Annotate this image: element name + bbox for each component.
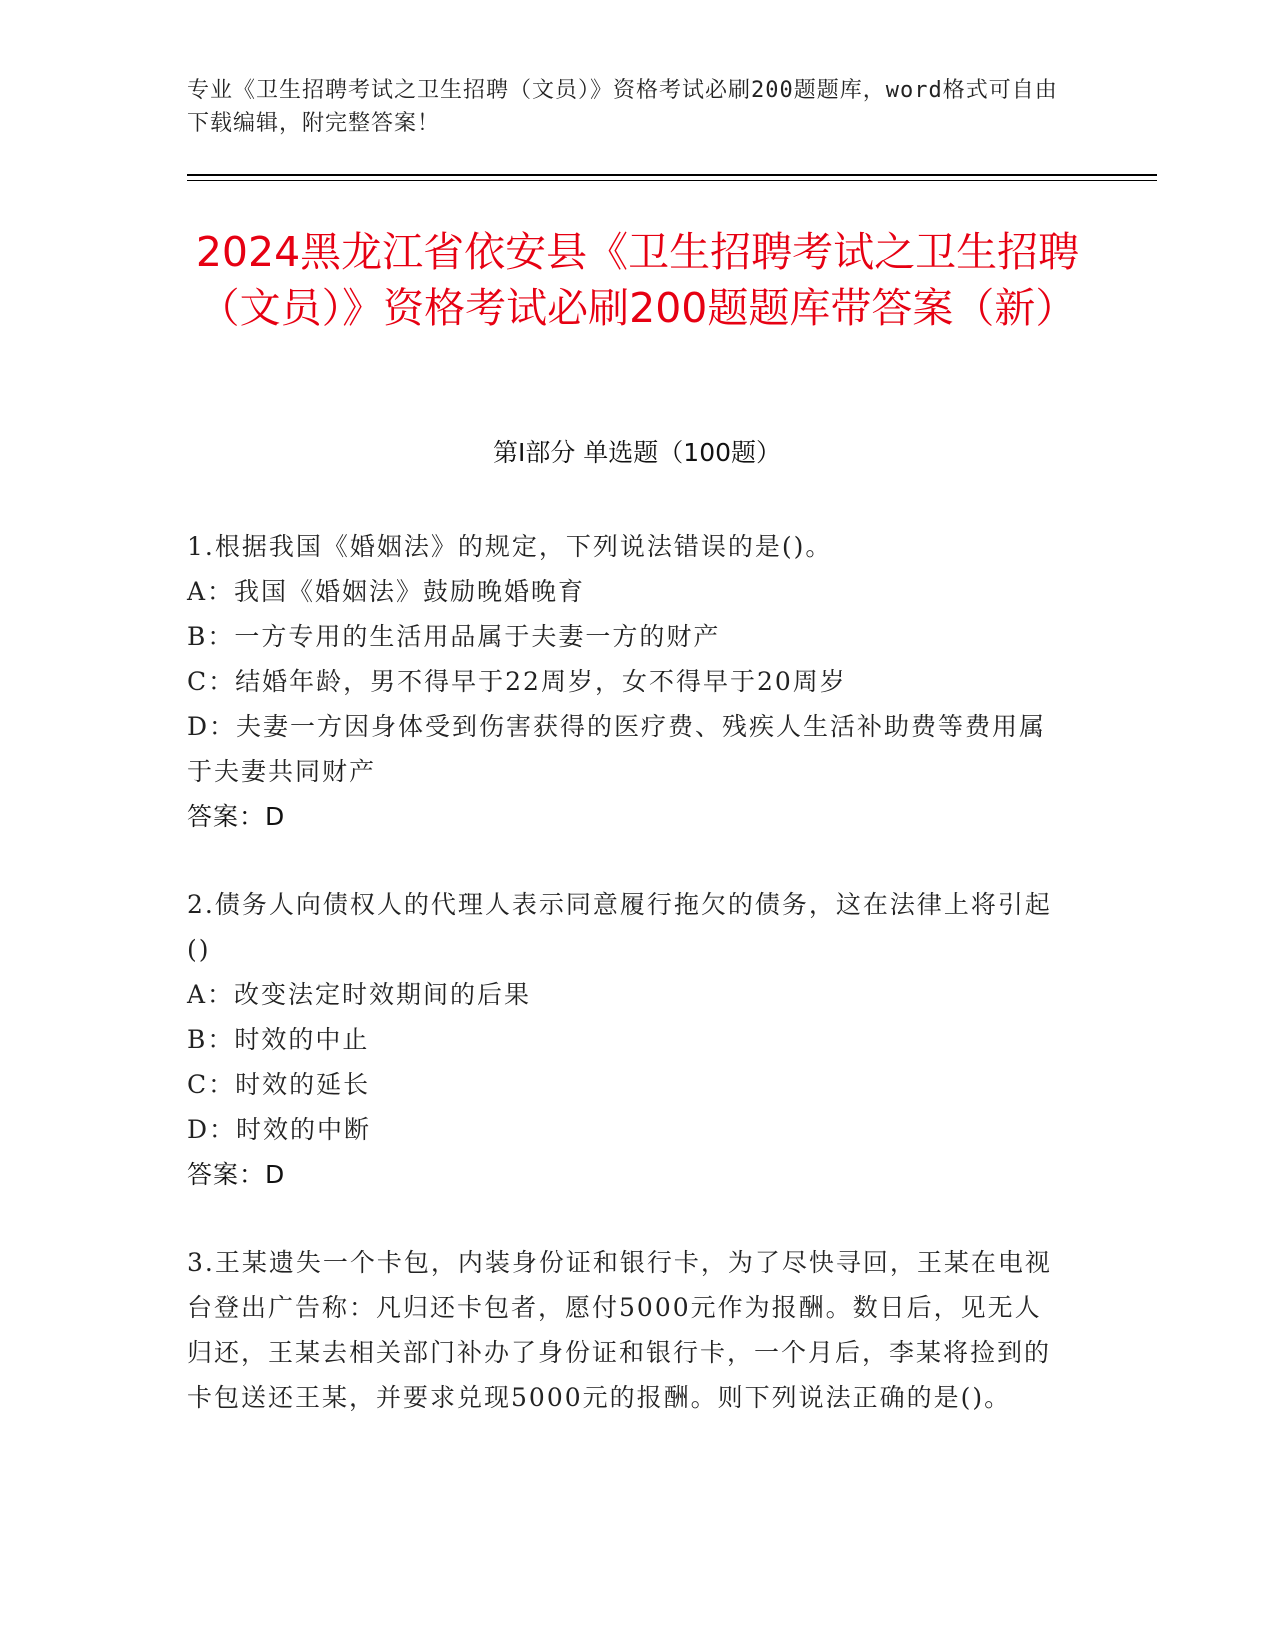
option-c: C：时效的延长 [187, 1070, 371, 1099]
section-title: 第I部分 单选题（100题） [492, 438, 782, 467]
option-d: D：时效的中断 [187, 1115, 372, 1144]
question-3 [187, 1240, 1067, 1420]
question-2 [187, 882, 1067, 1197]
option-a: A：改变法定时效期间的后果 [187, 980, 532, 1009]
question-stem: 2.债务人向债权人的代理人表示同意履行拖欠的债务，这在法律上将引起() [187, 890, 1052, 964]
question-1 [187, 524, 1067, 839]
option-d: D：夫妻一方因身体受到伤害获得的医疗费、残疾人生活补助费等费用属于夫妻共同财产 [187, 712, 1047, 786]
option-c: C：结婚年龄，男不得早于22周岁，女不得早于20周岁 [187, 667, 847, 696]
header-note: 专业《卫生招聘考试之卫生招聘（文员）》资格考试必刷200题题库，word格式可自由下载编辑，附完整答案！ [187, 78, 1058, 136]
question-stem: 1.根据我国《婚姻法》的规定，下列说法错误的是()。 [187, 532, 833, 561]
option-a: A：我国《婚姻法》鼓励晚婚晚育 [187, 577, 586, 606]
header-divider-thin [187, 180, 1157, 181]
answer: 答案：D [187, 1160, 286, 1189]
option-b: B：时效的中止 [187, 1025, 370, 1054]
document-title: 2024黑龙江省依安县《卫生招聘考试之卫生招聘（文员）》资格考试必刷200题题库带答案（新） [195, 228, 1080, 332]
question-stem: 3.王某遗失一个卡包，内装身份证和银行卡，为了尽快寻回，王某在电视台登出广告称：凡归还卡包者，愿付5000元作为报酬。数日后，见无人归还，王某去相关部门补办了身份证和银行卡，一个月后，李某将捡到的卡包送还王某，并要求兑现5000元的报酬。则下列说法正确的是()。 [187, 1248, 1052, 1412]
option-b: B：一方专用的生活用品属于夫妻一方的财产 [187, 622, 721, 651]
header-divider-thick [187, 174, 1157, 176]
question-list [187, 524, 1067, 1463]
answer: 答案：D [187, 802, 286, 831]
